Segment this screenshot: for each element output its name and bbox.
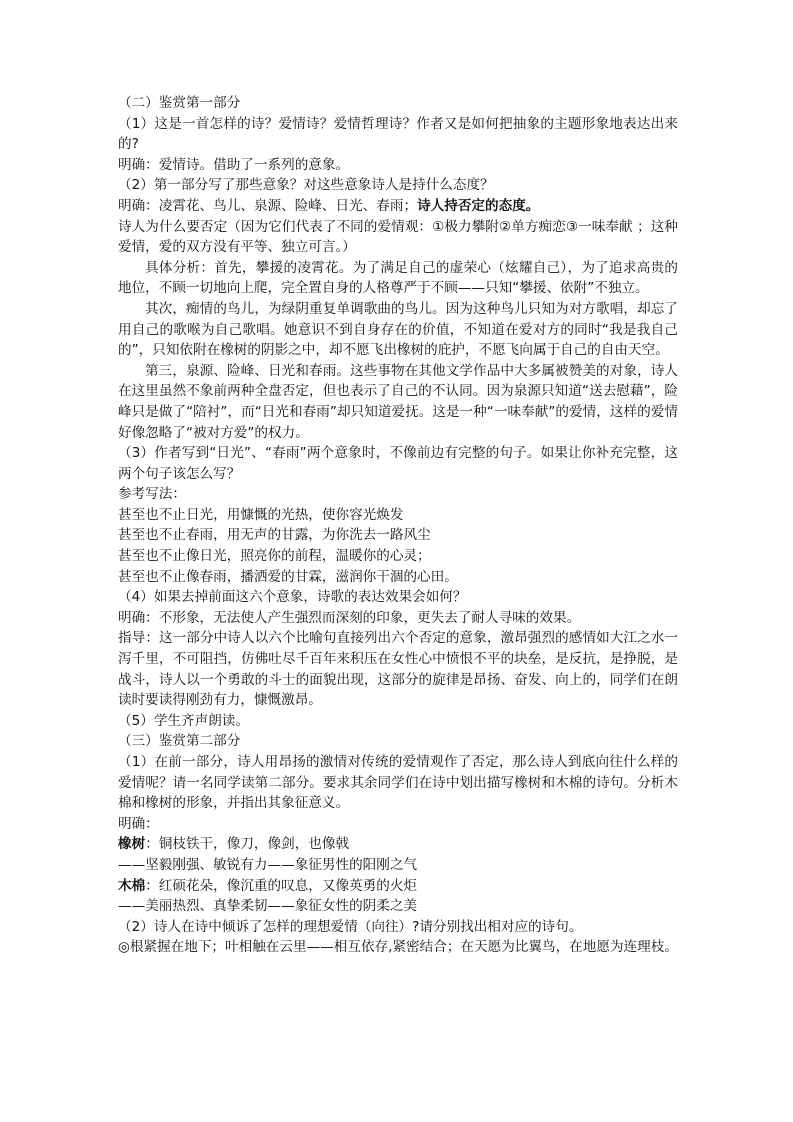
section-heading-part-one: （二）鉴赏第一部分 [118, 95, 241, 111]
answer-2-emphasis: 诗人持否定的态度。 [417, 197, 540, 214]
kapok-symbolism: ——美丽热烈、真挚柔韧——象征女性的阴柔之美 [118, 898, 418, 915]
analysis-third: 第三，泉源、险峰、日光和春雨。这些事物在其他文学作品中大多属被赞美的对象，诗人在这里虽然不象前两种全盘否定，但也表示了自己的不认同。因为泉源只知道“送去慰藉”，险峰只是做了“陪衬”，而“日光和春雨”却只知道爱抚。这是一种“一味奉献”的爱情，这样的爱情好像忽略了“被对方爱”的权力。 [118, 362, 678, 441]
oak-term: 橡树 [118, 836, 146, 853]
kapok-description [118, 876, 678, 897]
explanation-paragraph: 诗人为什么要否定（因为它们代表了不同的爱情观：①极力攀附②单方痴恋③一味奉献 ；这种爱情，爱的双方没有平等、独立可言。） [118, 218, 678, 256]
oak-symbolism: ——坚毅刚强、敏锐有力——象征男性的阳刚之气 [118, 856, 418, 873]
part-two-answer-label: 明确： [118, 815, 159, 832]
reference-line-1: 甚至也不止日光，用慷慨的光热，使你容光焕发 [118, 506, 404, 523]
reference-line-3: 甚至也不止像日光，照亮你的前程，温暖你的心灵； [118, 548, 431, 565]
answer-4: 明确：不形象，无法使人产生强烈而深刻的印象，更失去了耐人寻味的效果。 [118, 609, 581, 626]
answer-1: 明确：爱情诗。借助了一系列的意象。 [118, 156, 350, 173]
analysis-first: 具体分析：首先，攀援的凌霄花。为了满足自己的虚荣心（炫耀自己），为了追求高贵的地位，不顾一切地向上爬，完全置自身的人格尊严于不顾——只知“攀援、依附”不独立。 [118, 259, 678, 297]
oak-text: ：铜枝铁干，像刀，像剑，也像戟 [145, 836, 350, 853]
question-3: （3）作者写到“日光”、“春雨”两个意象时，不像前边有完整的句子。如果让你补充完整，这两个句子该怎么写？ [118, 445, 678, 482]
question-1: （1）这是一首怎样的诗？爱情诗？爱情哲理诗？作者又是如何把抽象的主题形象地表达出来的? [118, 115, 678, 153]
section-heading-part-two: （三）鉴赏第二部分 [118, 733, 241, 750]
part-two-answer-2: ◎根紧握在地下；叶相触在云里——相互依存,紧密结合；在天愿为比翼鸟，在地愿为连理枝。 [118, 939, 678, 956]
reference-line-2: 甚至也不止春雨，用无声的甘露，为你洗去一路风尘 [118, 527, 431, 544]
answer-2 [118, 196, 678, 217]
question-2: （2）第一部分写了那些意象？对这些意象诗人是持什么态度？ [118, 177, 494, 194]
document-page [118, 93, 678, 958]
part-two-question-1: （1）在前一部分，诗人用昂扬的激情对传统的爱情观作了否定，那么诗人到底向往什么样的爱情呢？请一名同学读第二部分。要求其余同学们在诗中划出描写橡树和木棉的诗句。分析木棉和橡树的形象，并指出其象征意义。 [118, 754, 678, 812]
part-two-question-2: （2）诗人在诗中倾诉了怎样的理想爱情（向往）?请分别找出相对应的诗句。 [118, 918, 583, 935]
answer-2-text: 明确：凌霄花、鸟儿、泉源、险峰、日光、春雨； [118, 197, 418, 214]
kapok-term: 木棉 [118, 877, 146, 894]
oak-description [118, 834, 678, 855]
analysis-second: 其次，痴情的鸟儿，为绿阴重复单调歌曲的鸟儿。因为这种鸟儿只知为对方歌唱，却忘了用自己的歌喉为自己歌唱。她意识不到自身存在的价值，不知道在爱对方的同时“我是我自己的”，只知依附在橡树的阴影之中，却不愿飞出橡树的庇护，不愿飞向属于自己的自由天空。 [118, 300, 678, 359]
question-5: （5）学生齐声朗读。 [118, 712, 249, 729]
kapok-text: ：红硕花朵，像沉重的叹息，又像英勇的火炬 [145, 877, 418, 894]
guidance-paragraph: 指导：这一部分中诗人以六个比喻句直接列出六个否定的意象，激昂强烈的感情如大江之水一泻千里，不可阻挡，仿佛吐尽千百年来积压在女性心中愤恨不平的块垒，是反抗，是挣脱，是战斗，诗人以一个勇敢的斗士的面貌出现，这部分的旋律是昂扬、奋发、向上的，同学们在朗读时要读得刚劲有力，慷慨激昂。 [118, 630, 678, 709]
question-4: （4）如果去掉前面这六个意象，诗歌的表达效果会如何？ [118, 589, 467, 606]
reference-heading: 参考写法： [118, 486, 186, 503]
reference-line-4: 甚至也不止像春雨，播洒爱的甘霖，滋润你干涸的心田。 [118, 568, 458, 585]
